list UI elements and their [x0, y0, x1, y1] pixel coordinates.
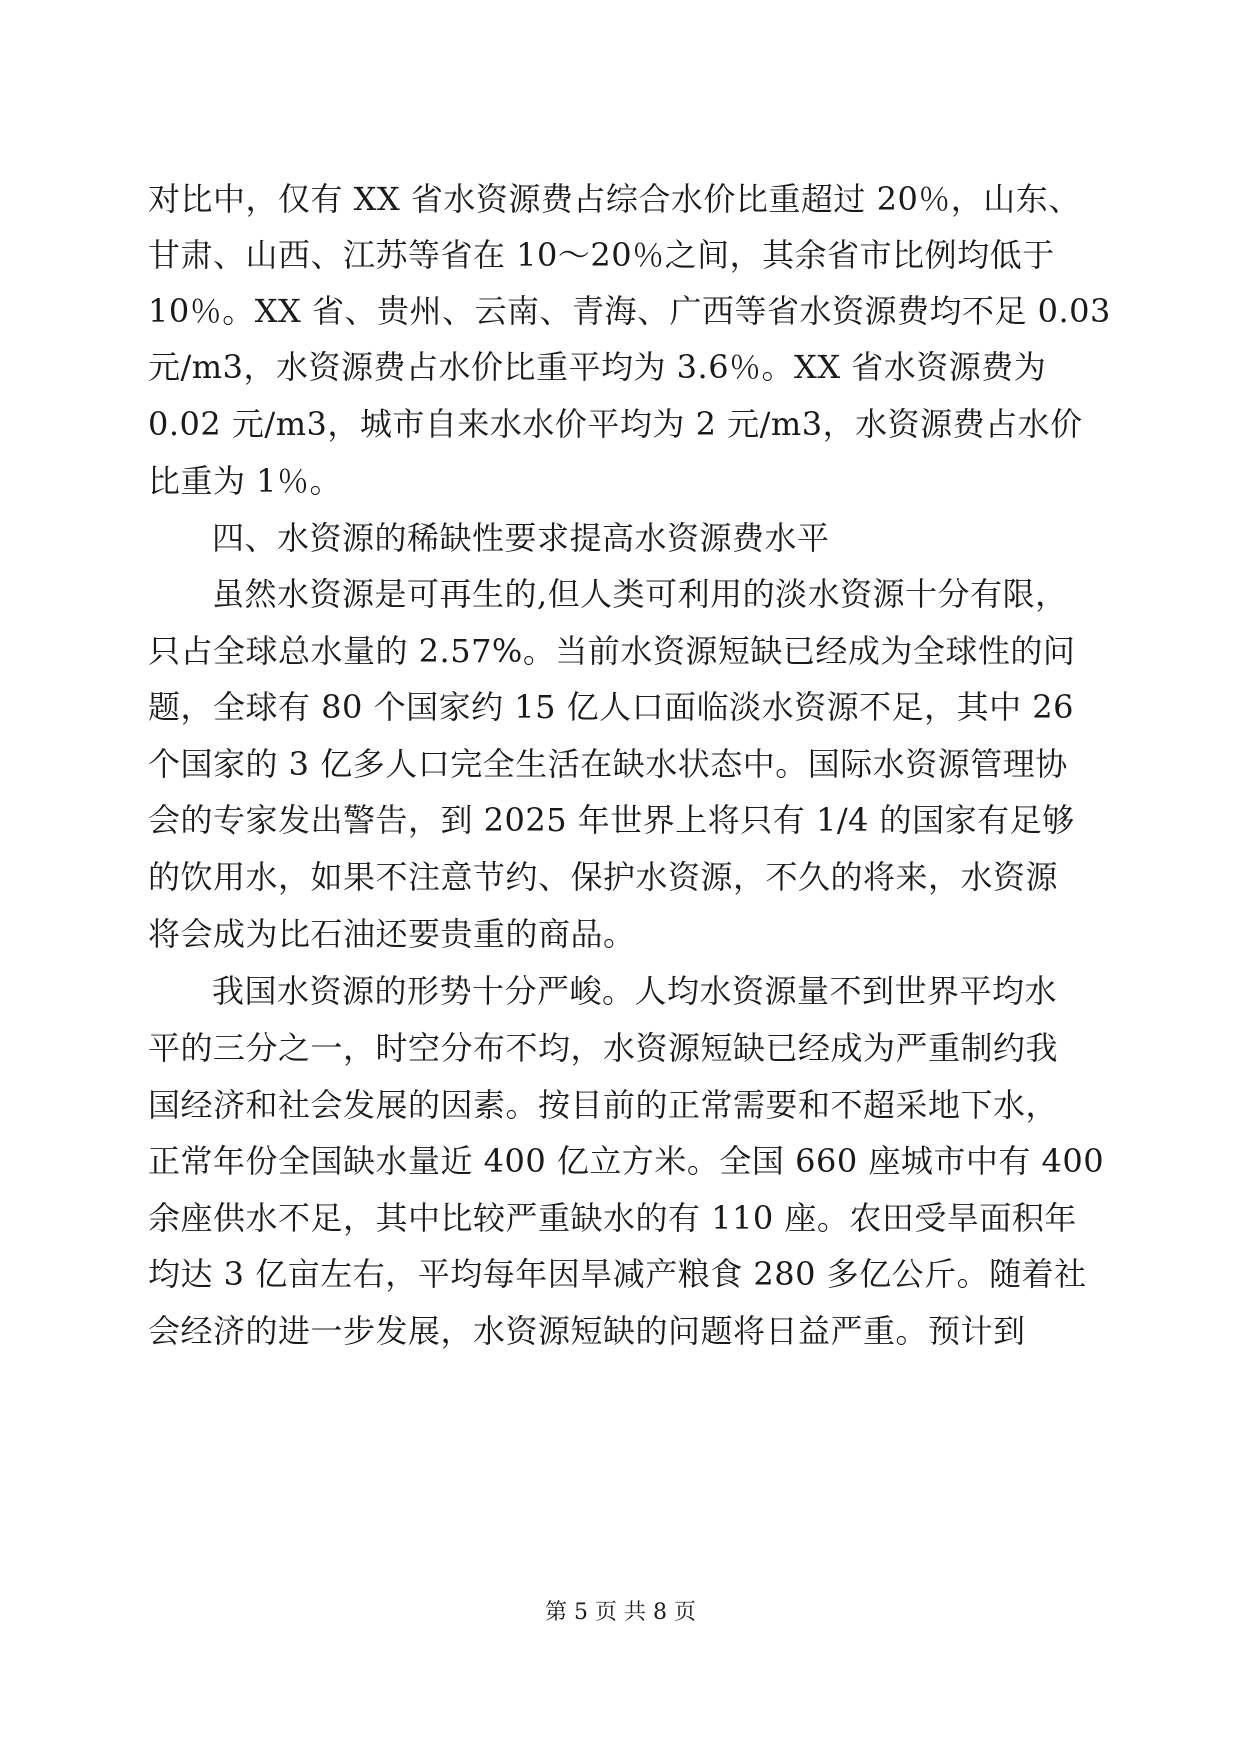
body-line: 只占全球总水量的 2.57%。当前水资源短缺已经成为全球性的问 [148, 632, 1076, 670]
body-line: 会经济的进一步发展，水资源短缺的问题将日益严重。预计到 [148, 1312, 1026, 1350]
body-line: 均达 3 亿亩左右，平均每年因旱减产粮食 280 多亿公斤。随着社 [148, 1255, 1087, 1293]
body-line: 0.02 元/m3，城市自来水水价平均为 2 元/m3，水资源费占水价 [148, 405, 1083, 443]
body-line: 个国家的 3 亿多人口完全生活在缺水状态中。国际水资源管理协 [148, 745, 1068, 783]
page-number-footer: 第 5 页 共 8 页 [545, 1600, 696, 1625]
body-line: 的饮用水，如果不注意节约、保护水资源，不久的将来，水资源 [148, 858, 1059, 896]
body-line: 元/m3，水资源费占水价比重平均为 3.6％。XX 省水资源费为 [148, 348, 1047, 386]
body-line: 我国水资源的形势十分严峻。人均水资源量不到世界平均水 [212, 972, 1058, 1010]
body-line: 甘肃、山西、江苏等省在 10～20％之间，其余省市比例均低于 [148, 236, 1055, 274]
body-line: 国经济和社会发展的因素。按目前的正常需要和不超采地下水， [148, 1086, 1059, 1124]
body-line: 10％。XX 省、贵州、云南、青海、广西等省水资源费均不足 0.03 [148, 292, 1111, 330]
body-line: 题，全球有 80 个国家约 15 亿人口面临淡水资源不足，其中 26 [148, 688, 1075, 726]
body-line: 正常年份全国缺水量近 400 亿立方米。全国 660 座城市中有 400 [148, 1142, 1105, 1180]
body-line: 对比中，仅有 XX 省水资源费占综合水价比重超过 20％，山东、 [148, 180, 1081, 218]
body-line: 会的专家发出警告，到 2025 年世界上将只有 1/4 的国家有足够 [148, 801, 1075, 839]
body-line: 虽然水资源是可再生的,但人类可利用的淡水资源十分有限， [212, 575, 1068, 613]
section-heading: 四、水资源的稀缺性要求提高水资源费水平 [212, 519, 830, 557]
body-line: 平的三分之一，时空分布不均，水资源短缺已经成为严重制约我 [148, 1029, 1059, 1067]
body-line: 比重为 1％。 [148, 462, 343, 500]
body-line: 将会成为比石油还要贵重的商品。 [148, 915, 636, 953]
body-line: 余座供水不足，其中比较严重缺水的有 110 座。农田受旱面积年 [148, 1199, 1077, 1237]
